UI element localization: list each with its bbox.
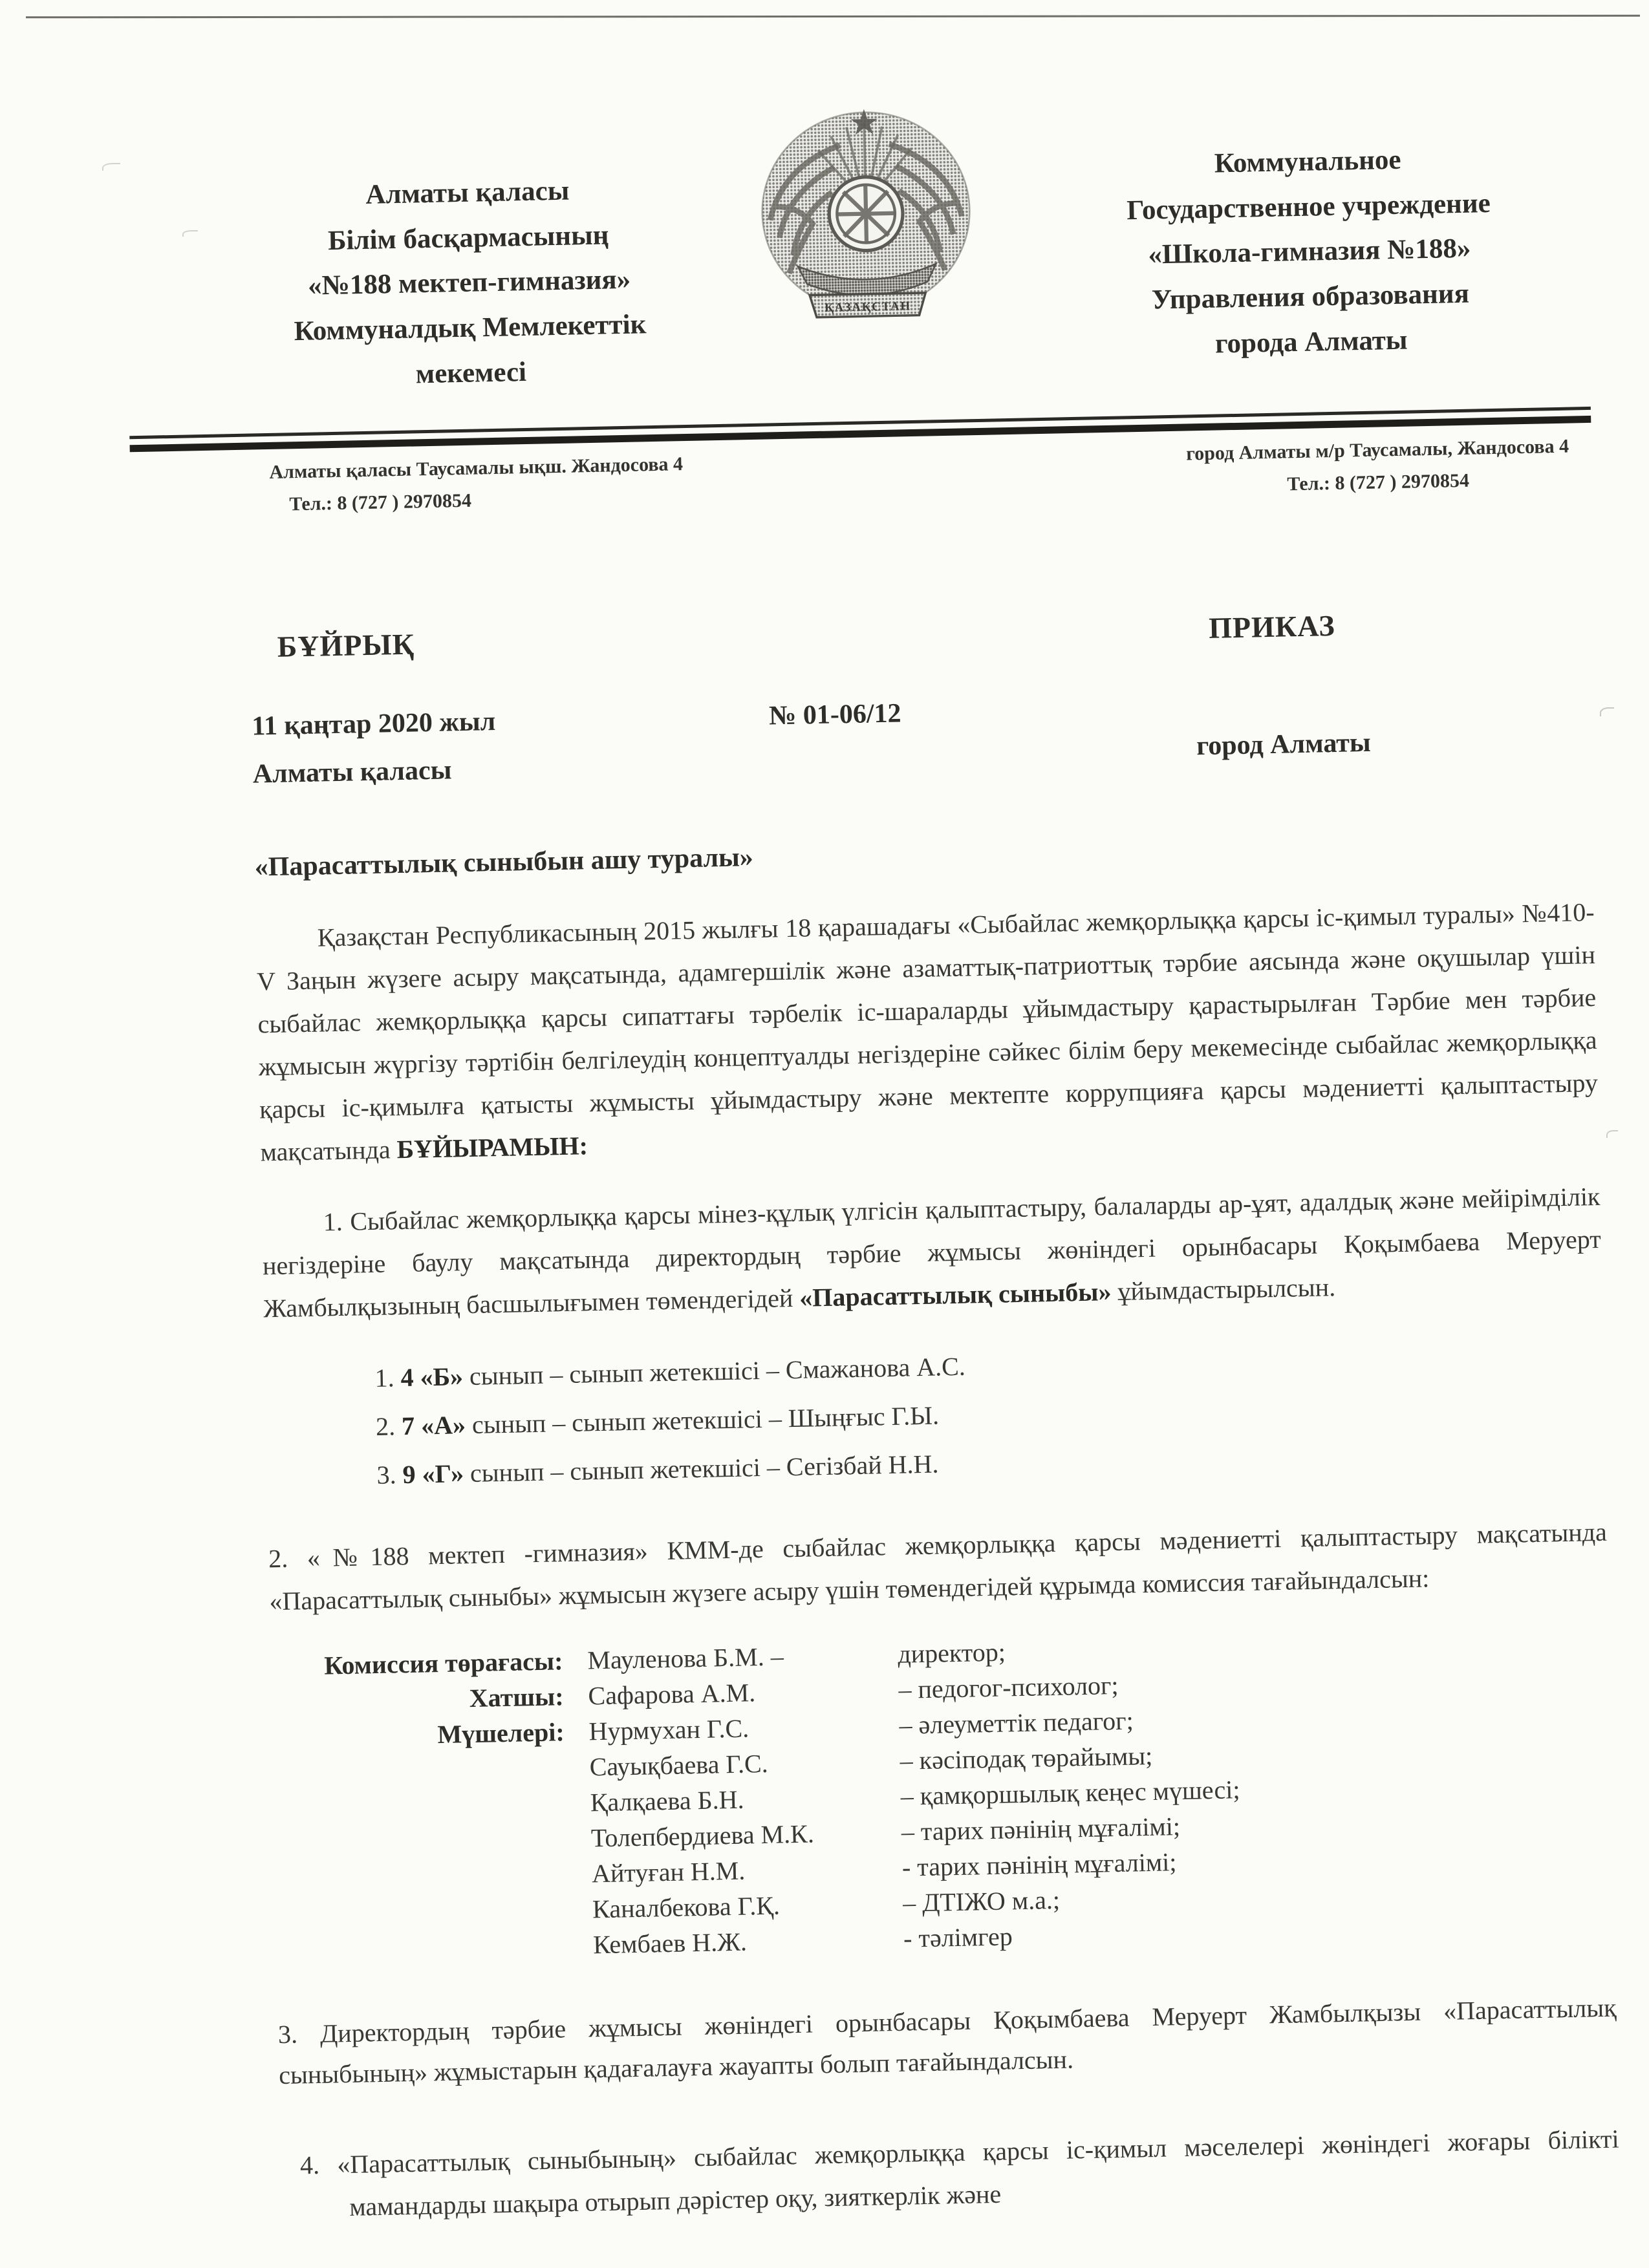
commission-member-role: – қамқоршылық кеңес мүшесі; bbox=[900, 1775, 1240, 1812]
order-titles bbox=[250, 603, 1589, 665]
order-title-kazakh: БҰЙРЫҚ bbox=[277, 627, 415, 664]
class-num: 1. bbox=[374, 1363, 402, 1393]
commission-member-role: – әлеуметтік педагог; bbox=[899, 1706, 1134, 1740]
commission-member-role: – кәсіподақ төрайымы; bbox=[900, 1741, 1153, 1776]
commission-role-label bbox=[292, 1749, 590, 1791]
scan-artifact bbox=[102, 163, 120, 171]
commission-member-role: – тарих пәнінің мұғалімі; bbox=[901, 1812, 1181, 1847]
address-kazakh: Алматы қаласы Таусамалы ықш. Жандосова 4 bbox=[269, 453, 684, 484]
commission-role-label bbox=[294, 1856, 592, 1898]
org-ru-line: Управления образования bbox=[1151, 278, 1470, 316]
commission-member-name: Каналбекова Г.Қ. bbox=[592, 1890, 781, 1924]
class-teacher: сынып – сынып жетекшісі – Шыңғыс Г.Ы. bbox=[465, 1400, 940, 1440]
commission-member-name: Толепбердиева М.К. bbox=[590, 1819, 815, 1853]
letterhead bbox=[239, 83, 1584, 400]
commission-role-label: Комиссия төрағасы: bbox=[323, 1646, 563, 1680]
commission-member-name: Сауықбаева Г.С. bbox=[589, 1749, 769, 1782]
preamble-text: Қазақстан Республикасының 2015 жылғы 18 қарашадағы «Сыбайлас жемқорлыққа қарсы іс-қимыл туралы» №410-V Заңын жүзеге асыру мақсатында, адамгершілік және азаматтық-патриоттық тәрбие аясында және оқушылар үшін сыбайлас жемқорлыққа қарсы сипаттағы тәрбелік іс-шараларды ұйымдастыру қарастырылған Тәрбие мен тәрбие жұмысын жүргізу тәртібін белгілеудің концептуалды негіздеріне сәйкес білім беру мекемесінде сыбайлас жемқорлыққа қарсы іс-қимылға қатысты жұмысты ұйымдастыру және мектепте коррупцияға қарсы мәдениетті қалыптастыру мақсатында bbox=[256, 897, 1599, 1167]
class-num: 2. bbox=[375, 1411, 402, 1442]
item1-text: 1. Сыбайлас жемқорлыққа қарсы мінез-құлық үлгісін қалыптастыру, балаларды ар-ұят, адалдық және мейірімділік негіздеріне баулу мақсатында директордың тәрбие жұмысы жөніндегі орынбасары Қоқымбаева Меруерт Жамбылқызының басшылығымен төмендегідей bbox=[262, 1182, 1602, 1323]
commission-role-label bbox=[296, 1927, 594, 1969]
class-teacher: сынып – сынып жетекшісі – Сегізбай Н.Н. bbox=[463, 1449, 939, 1488]
commission-role-label bbox=[293, 1821, 591, 1862]
commission-role-label: Мүшелері: bbox=[437, 1717, 565, 1749]
order-title-russian: ПРИКАЗ bbox=[1208, 609, 1336, 645]
order-subject: «Парасаттылық сыныбын ашу туралы» bbox=[254, 842, 754, 883]
commission-member-role: - тәлімгер bbox=[903, 1921, 1013, 1954]
org-ru-line: Государственное учреждение bbox=[1126, 187, 1491, 226]
commission-member-role: – ДТІЖО м.а.; bbox=[902, 1885, 1061, 1918]
class-label: 9 «Г» bbox=[402, 1459, 464, 1490]
item1-text-end: ұйымдастырылсын. bbox=[1110, 1272, 1336, 1307]
org-kk-line: Коммуналдық Мемлекеттік bbox=[294, 309, 647, 347]
order-date-city bbox=[252, 701, 744, 790]
order-city-kazakh: Алматы қаласы bbox=[252, 755, 452, 789]
order-item-4: 4. «Парасаттылық сыныбының» сыбайлас жемқорлыққа қарсы іс-қимыл мәселелері жөніндегі жоғары білікті мамандарды шақыра отырып дәрістер оқу, зияткерлік және bbox=[299, 2124, 1620, 2222]
class-teacher: сынып – сынып жетекшісі – Смажанова А.С. bbox=[462, 1351, 966, 1391]
phone-kazakh: Тел.: 8 (727 ) 2970854 bbox=[289, 489, 472, 515]
scanned-order-document bbox=[239, 83, 1621, 2256]
commission-table bbox=[290, 1622, 1615, 1969]
order-date: 11 қаңтар 2020 жыл bbox=[251, 707, 496, 742]
class-num: 3. bbox=[376, 1460, 404, 1490]
org-kk-line: Білім басқармасының bbox=[327, 220, 609, 256]
scan-artifact bbox=[1606, 1130, 1618, 1138]
address-russian: город Алматы м/р Таусамалы, Жандосова 4 bbox=[1186, 435, 1569, 465]
class-label: 7 «А» bbox=[401, 1410, 466, 1441]
commission-role-label bbox=[295, 1892, 593, 1933]
order-item-1 bbox=[261, 1175, 1602, 1331]
kazakhstan-emblem bbox=[752, 96, 980, 337]
commission-member-name: Сафарова А.М. bbox=[588, 1678, 756, 1711]
scan-artifact bbox=[1600, 707, 1614, 716]
commission-member-role: – педогог-психолог; bbox=[898, 1671, 1119, 1705]
org-kk-line: «№188 мектеп-гимназия» bbox=[307, 264, 631, 302]
org-ru-line: города Алматы bbox=[1214, 325, 1408, 359]
item1-highlight: «Парасаттылық сыныбы» bbox=[799, 1277, 1112, 1313]
contact-right bbox=[1186, 433, 1570, 500]
commission-member-name: Мауленова Б.М. – bbox=[587, 1642, 784, 1675]
scan-artifact bbox=[182, 230, 198, 237]
preamble-keyword: БҰЙЫРАМЫН: bbox=[396, 1131, 588, 1164]
commission-member-role: директор; bbox=[897, 1637, 1006, 1669]
preamble-paragraph bbox=[255, 891, 1599, 1173]
contact-left bbox=[269, 450, 684, 519]
org-ru-line: Коммунальное bbox=[1214, 144, 1401, 179]
order-meta bbox=[252, 684, 1591, 790]
emblem-banner-text: ҚАЗАҚСТАН bbox=[824, 299, 911, 315]
order-city-russian: город Алматы bbox=[1196, 728, 1372, 762]
order-item-2: 2. «№188 мектеп -гимназия» КММ-де сыбайлас жемқорлыққа қарсы мәдениетті қалыптастыру мақсатында «Парасаттылық сыныбы» жұмысын жүзеге асыру үшін төмендегідей құрымда комиссия тағайындалсын: bbox=[268, 1517, 1608, 1616]
order-item-3: 3. Директордың тәрбие жұмысы жөніндегі орынбасары Қоқымбаева Меруерт Жамбылқызы «Парасаттылық сыныбының» жұмыстарын қадағалауға жауапты болып тағайындалсын. bbox=[277, 1993, 1617, 2090]
phone-russian: Тел.: 8 (727 ) 2970854 bbox=[1287, 469, 1470, 495]
org-name-russian bbox=[1035, 83, 1583, 370]
scan-edge-line bbox=[26, 15, 1640, 19]
commission-member-name: Қалқаева Б.Н. bbox=[590, 1784, 744, 1817]
commission-member-name: Нурмухан Г.С. bbox=[588, 1713, 749, 1746]
commission-role-label bbox=[292, 1785, 590, 1826]
commission-member-name: Айтуған Н.М. bbox=[591, 1856, 746, 1888]
org-kk-line: Алматы қаласы bbox=[365, 175, 570, 210]
class-list bbox=[374, 1329, 1606, 1499]
org-name-kazakh bbox=[239, 102, 698, 400]
commission-member-name: Кембаев Н.Ж. bbox=[592, 1927, 748, 1960]
org-kk-line: мекемесі bbox=[415, 356, 527, 390]
org-ru-line: «Школа-гимназия №188» bbox=[1148, 233, 1471, 270]
commission-member-role: - тарих пәнінің мұғалімі; bbox=[901, 1847, 1177, 1883]
commission-role-label: Хатшы: bbox=[469, 1682, 564, 1713]
class-label: 4 «Б» bbox=[400, 1362, 464, 1393]
order-number: № 01-06/12 bbox=[768, 698, 901, 731]
